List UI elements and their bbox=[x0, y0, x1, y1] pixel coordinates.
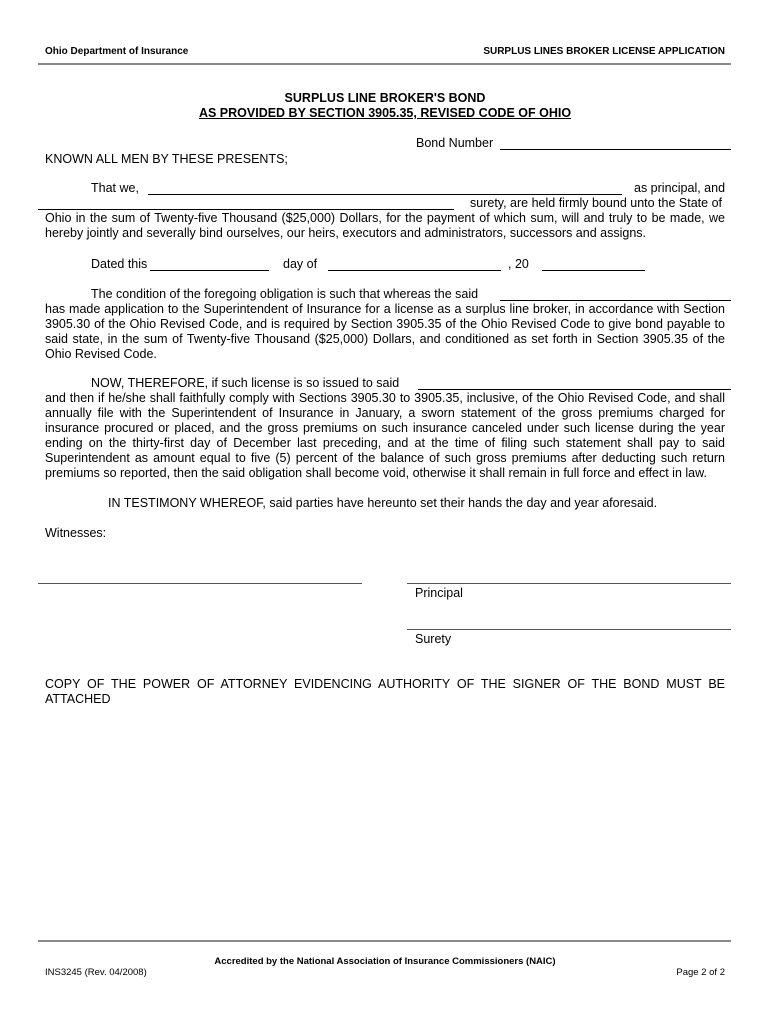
document-title: SURPLUS LINE BROKER'S BOND bbox=[284, 91, 486, 105]
witnesses-label: Witnesses: bbox=[45, 526, 107, 540]
surety-name-field[interactable] bbox=[38, 209, 454, 210]
power-of-attorney-note: COPY OF THE POWER OF ATTORNEY EVIDENCING AUTHORITY OF THE SIGNER OF THE BOND MUST BE ATTACHED bbox=[45, 677, 725, 706]
page-number: Page 2 of 2 bbox=[676, 967, 725, 978]
year-prefix-label: , 20 bbox=[508, 257, 529, 271]
now-therefore-intro: NOW, THEREFORE, if such license is so issued to said bbox=[91, 376, 400, 390]
naic-accreditation: Accredited by the National Association of Insurance Commissioners (NAIC) bbox=[214, 956, 556, 967]
known-all-men: KNOWN ALL MEN BY THESE PRESENTS; bbox=[45, 152, 288, 166]
that-we-label: That we, bbox=[91, 181, 139, 195]
header-right: SURPLUS LINES BROKER LICENSE APPLICATION bbox=[483, 46, 725, 57]
dated-this-label: Dated this bbox=[91, 257, 148, 271]
principal-signature-line[interactable] bbox=[407, 583, 731, 584]
testimony-statement: IN TESTIMONY WHEREOF, said parties have hereunto set their hands the day and year aforesaid. bbox=[108, 496, 658, 510]
dated-year-field[interactable] bbox=[542, 270, 645, 271]
surety-signature-line[interactable] bbox=[407, 629, 731, 630]
licensee-name-field[interactable] bbox=[418, 389, 731, 390]
applicant-name-field[interactable] bbox=[500, 300, 731, 301]
header-rule bbox=[38, 63, 731, 65]
witness-signature-line[interactable] bbox=[38, 583, 362, 584]
surety-bound-label: surety, are held firmly bound unto the State of bbox=[470, 196, 722, 210]
bond-number-label: Bond Number bbox=[416, 136, 494, 150]
bond-number-field[interactable] bbox=[500, 149, 731, 150]
condition-intro: The condition of the foregoing obligation is such that whereas the said bbox=[91, 287, 479, 301]
as-principal-label: as principal, and bbox=[634, 181, 726, 195]
day-of-label: day of bbox=[283, 257, 318, 271]
surety-label: Surety bbox=[415, 632, 452, 646]
footer-rule bbox=[38, 940, 731, 942]
condition-paragraph: has made application to the Superintendent of Insurance for a license as a surplus line broker, in accordance with Section 3905.30 of the Ohio Revised Code, and is required by Section 3905.35 of the Ohio Revised Code to give bond payable to said state, in the sum of Twenty-five Thousand ($25,000) Dollars, and conditioned as set forth in Section 3905.35 of the Ohio Revised Code. bbox=[45, 302, 725, 361]
dated-day-field[interactable] bbox=[150, 270, 269, 271]
principal-name-field[interactable] bbox=[148, 194, 622, 195]
dated-month-field[interactable] bbox=[328, 270, 501, 271]
principal-label: Principal bbox=[415, 586, 463, 600]
now-therefore-paragraph: and then if he/she shall faithfully comply with Sections 3905.30 to 3905.35, inclusive, of the Ohio Revised Code, and shall annually file with the Superintendent of Insurance in January, a sworn statement of the gross premiums charged for insurance procured or placed, and the gross premiums on such insurance canceled under such license during the year ending on the thirty-first day of December last preceding, and at the time of filing such statement shall pay to said Superintendent as amount equal to five (5) percent of the balance of such gross premiums after deducting such return premiums so reported, then the said obligation shall become void, otherwise it shall remain in full force and effect in law. bbox=[45, 391, 725, 480]
document-subtitle: AS PROVIDED BY SECTION 3905.35, REVISED CODE OF OHIO bbox=[198, 106, 572, 120]
form-id: INS3245 (Rev. 04/2008) bbox=[45, 967, 147, 978]
bond-sum-paragraph: Ohio in the sum of Twenty-five Thousand ($25,000) Dollars, for the payment of which sum, will and truly to be made, we hereby jointly and severally bind ourselves, our heirs, executors and administrators, successors and assigns. bbox=[45, 211, 725, 240]
header-left: Ohio Department of Insurance bbox=[45, 46, 189, 57]
